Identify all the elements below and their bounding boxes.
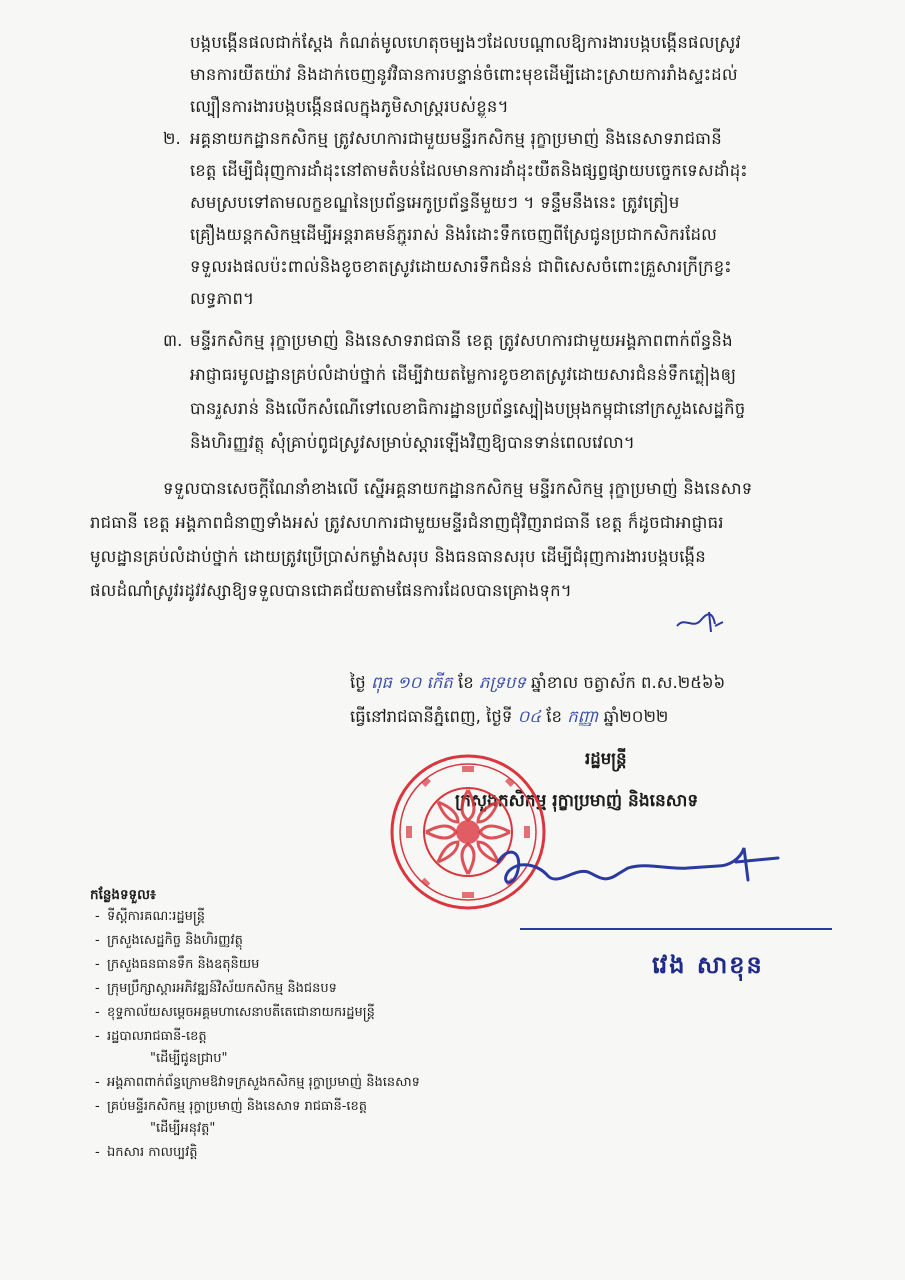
signatory-title: រដ្ឋមន្ត្រី [585, 749, 627, 768]
body-line: គ្រឿងយន្តកសិកម្មដើម្បីអន្តរាគមន៍ភ្ជួររាស់ និងរំដោះទឹកចេញពីស្រែជូនប្រជាកសិករដែល [190, 225, 718, 244]
cc-item: - អង្គភាពពាក់ព័ន្ធក្រោមឱវាទក្រសួងកសិកម្ម រុក្ខាប្រមាញ់ និងនេសាទ [95, 1075, 420, 1090]
cc-note: "ដើម្បីអនុវត្ត" [150, 1121, 216, 1136]
solar-month-label: ខែ [546, 707, 562, 726]
solar-year: ឆ្នាំ២០២២ [603, 707, 669, 726]
lunar-year: ឆ្នាំខាល ចត្វាស័ក ព.ស.២៥៦៦ [531, 673, 726, 692]
lunar-date-prefix: ថ្ងៃ [350, 673, 366, 692]
body-line: បានរួសរាន់ និងលើកសំណើទៅលេខាធិការដ្ឋានប្រព័ន្ធស្បៀងបម្រុងកម្ពុជានៅក្រសួងសេដ្ឋកិច្ច [190, 399, 746, 418]
lunar-date-handwritten: ពុធ ១០ កើត [370, 673, 453, 692]
item-number: ៣. [163, 331, 183, 350]
body-line: ល្បឿនការងារបង្កបង្កើនផលក្នុងភូមិសាស្ត្ររបស់ខ្លួន។ [190, 97, 509, 116]
minister-name: វេង សាខុន [652, 951, 764, 979]
body-line: សមស្របទៅតាមលក្ខខណ្ឌនៃប្រព័ន្ធអេកូប្រព័ន្ធនីមួយៗ ។ ទន្ទឹមនឹងនេះ ត្រូវត្រៀម [190, 193, 680, 212]
cc-item: - ឯកសារ កាលប្បវត្តិ [95, 1145, 198, 1160]
body-line: ទទួលរងផលប៉ះពាល់និងខូចខាតស្រូវដោយសារទឹកជំនន់ ជាពិសេសចំពោះគ្រួសារក្រីក្រខ្វះ [190, 257, 732, 276]
solar-date-prefix: ធ្វើនៅរាជធានីភ្នំពេញ, ថ្ងៃទី [350, 707, 513, 726]
lunar-month-label: ខែ [458, 673, 474, 692]
lunar-month-handwritten: ភទ្របទ [478, 673, 526, 692]
initial-mark-icon [675, 608, 725, 634]
body-line: លទ្ធភាព។ [190, 289, 255, 308]
body-line: បង្កបង្កើនផលជាក់ស្តែង កំណត់មូលហេតុចម្បងៗដែលបណ្តាលឱ្យការងារបង្កបង្កើនផលស្រូវ [190, 33, 741, 52]
signature-line [520, 928, 832, 930]
signature-icon [478, 840, 808, 900]
body-line: ខេត្ត ដើម្បីជំរុញការដាំដុះនៅតាមតំបន់ដែលមានការដាំដុះយឺតនិងផ្សព្វផ្សាយបច្ចេកទេសដាំដុះ [190, 161, 748, 180]
cc-item: - គ្រប់មន្ទីរកសិកម្ម រុក្ខាប្រមាញ់ និងនេសាទ រាជធានី-ខេត្ត [95, 1099, 368, 1114]
cc-item: - ក្រសួងធនធានទឹក និងឧតុនិយម [95, 957, 260, 972]
lunar-date [350, 672, 725, 694]
body-line: អាជ្ញាធរមូលដ្ឋានគ្រប់លំដាប់ថ្នាក់ ដើម្បីវាយតម្លៃការខូចខាតស្រូវដោយសារជំនន់ទឹកភ្លៀងឲ្យ [190, 365, 737, 384]
cc-item: - ក្រសួងសេដ្ឋកិច្ច និងហិរញ្ញវត្ថុ [95, 933, 243, 948]
body-line: មន្ទីរកសិកម្ម រុក្ខាប្រមាញ់ និងនេសាទរាជធានី ខេត្ត ត្រូវសហការជាមួយអង្គភាពពាក់ព័ន្ធនិង [190, 331, 733, 350]
body-line: អគ្គនាយកដ្ឋានកសិកម្ម ត្រូវសហការជាមួយមន្ទីរកសិកម្ម រុក្ខាប្រមាញ់ និងនេសាទរាជធានី [190, 129, 722, 148]
body-line: មានការយឺតយ៉ាវ និងដាក់ចេញនូវវិធានការបន្ទាន់ចំពោះមុខដើម្បីដោះស្រាយការរាំងស្ទះដល់ [190, 65, 738, 84]
cc-note: "ដើម្បីជូនជ្រាប" [150, 1051, 228, 1066]
cc-item: - ទីស្តីការគណៈរដ្ឋមន្ត្រី [95, 909, 205, 924]
solar-date [350, 706, 668, 728]
cc-item: - រដ្ឋបាលរាជធានី-ខេត្ត [95, 1029, 207, 1044]
ministry-name: ក្រសួងកសិកម្ម រុក្ខាប្រមាញ់ និងនេសាទ [455, 791, 699, 811]
item-number: ២. [163, 129, 181, 148]
body-line: និងហិរញ្ញវត្ថុ សុំគ្រាប់ពូជស្រូវសម្រាប់ស្តារឡើងវិញឱ្យបានទាន់ពេលវេលា។ [190, 433, 636, 452]
solar-day-handwritten: ០៤ [517, 707, 541, 726]
cc-item: - ក្រុមប្រឹក្សាស្តារអភិវឌ្ឍន៍វិស័យកសិកម្ម និងជនបទ [95, 981, 337, 996]
cc-item: - ខុទ្ទកាល័យសម្តេចអគ្គមហាសេនាបតីតេជោនាយករដ្ឋមន្ត្រី [95, 1005, 375, 1020]
solar-month-handwritten: កញ្ញា [567, 707, 599, 726]
body-line: ទទួលបានសេចក្តីណែនាំខាងលើ ស្នើអគ្គនាយកដ្ឋានកសិកម្ម មន្ទីរកសិកម្ម រុក្ខាប្រមាញ់ និងនេសាទ [163, 479, 753, 498]
body-line: រាជធានី ខេត្ត អង្គភាពជំនាញទាំងអស់ ត្រូវសហការជាមួយមន្ទីរជំនាញជុំវិញរាជធានី ខេត្ត ក៏ដូចជាអាជ្ញាធរ [90, 513, 724, 532]
body-line: មូលដ្ឋានគ្រប់លំដាប់ថ្នាក់ ដោយត្រូវប្រើប្រាស់កម្លាំងសរុប និងធនធានសរុប ដើម្បីជំរុញការងារបង្កបង្កើន [90, 547, 706, 566]
cc-title: កន្លែងទទួល៖ [90, 887, 156, 903]
body-line: ផលដំណាំស្រូវរដូវវស្សាឱ្យទទួលបានជោគជ័យតាមផែនការដែលបានគ្រោងទុក។ [90, 581, 572, 600]
